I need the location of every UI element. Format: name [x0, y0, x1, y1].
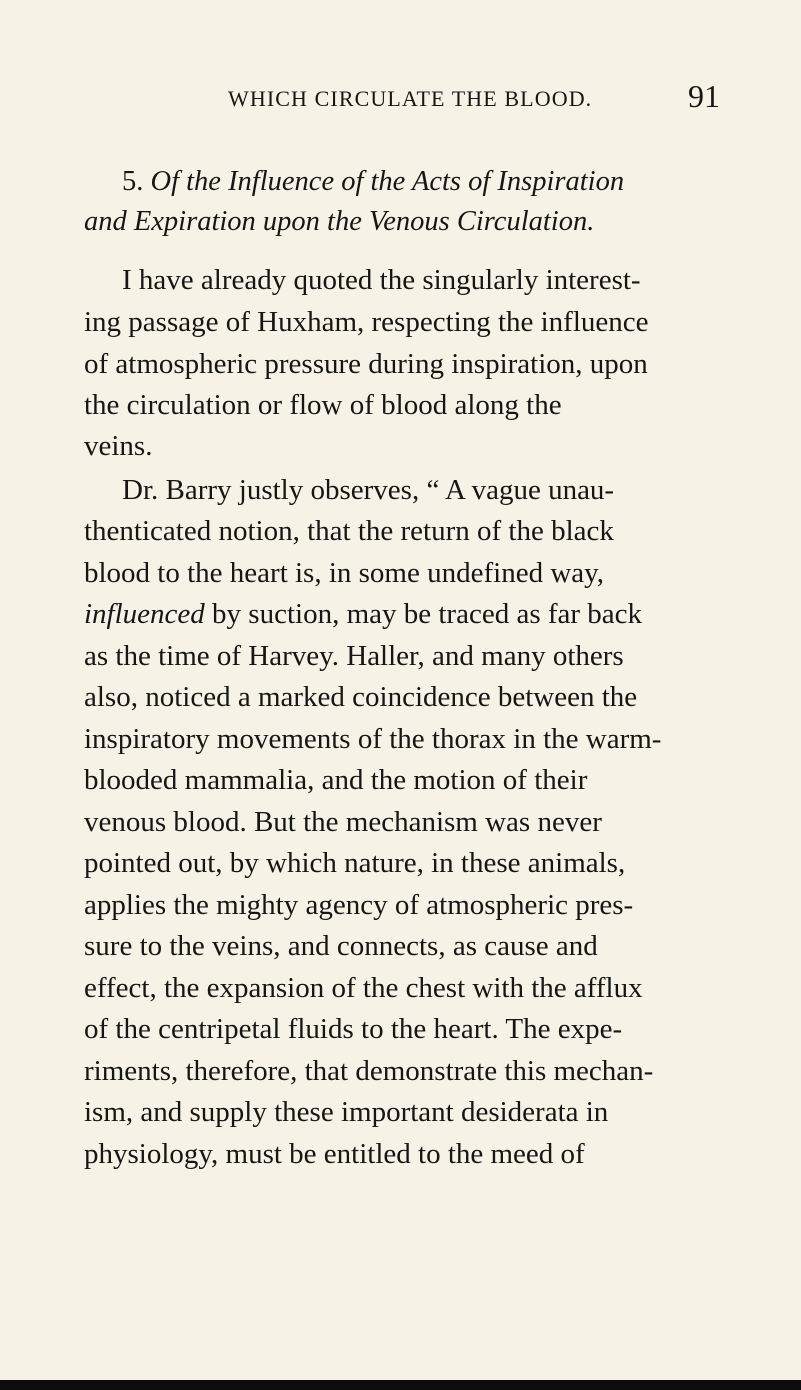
paragraph-2-line: blood to the heart is, in some undefined way, — [84, 557, 605, 589]
section-number: 5. — [122, 166, 144, 197]
paragraph-2-line: as the time of Harvey. Haller, and many others — [84, 640, 624, 672]
paragraph-2-line: effect, the expansion of the chest with the afflux — [84, 972, 643, 1004]
line-text: by suction, may be traced as far back — [204, 598, 643, 630]
running-title: WHICH CIRCULATE THE BLOOD. — [228, 86, 593, 111]
paragraph-2-line: also, noticed a marked coincidence between the — [84, 681, 638, 713]
paragraph-2-line: applies the mighty agency of atmospheric pres- — [84, 889, 634, 921]
paragraph-2-line: blooded mammalia, and the motion of their — [84, 764, 588, 796]
paragraph-2-line: physiology, must be entitled to the meed of — [84, 1138, 585, 1170]
section-title-line-1: Of the Influence of the Acts of Inspiration — [150, 166, 625, 197]
paragraph-1-line: of atmospheric pressure during inspiration, upon — [84, 348, 648, 380]
paragraph-1-line: the circulation or flow of blood along the — [84, 389, 562, 421]
paragraph-2-line: thenticated notion, that the return of the black — [84, 515, 614, 547]
paragraph-2-line: of the centripetal fluids to the heart. The expe- — [84, 1013, 623, 1045]
paragraph-2-line: inspiratory movements of the thorax in the warm- — [84, 723, 662, 755]
page-bottom-edge — [0, 1380, 801, 1390]
paragraph-2-line: sure to the veins, and connects, as cause and — [84, 930, 598, 962]
paragraph-2-line: venous blood. But the mechanism was never — [84, 806, 602, 838]
section-title-line-2: and Expiration upon the Venous Circulation. — [84, 206, 595, 237]
paragraph-1-line: I have already quoted the singularly interest- — [122, 264, 641, 296]
paragraph-2-line: riments, therefore, that demonstrate this mechan- — [84, 1055, 654, 1087]
paragraph-1-line: ing passage of Huxham, respecting the influence — [84, 306, 649, 338]
running-head — [0, 78, 801, 114]
paragraph-2-line: pointed out, by which nature, in these animals, — [84, 847, 626, 879]
paragraph-2-line: ism, and supply these important desiderata in — [84, 1096, 609, 1128]
paragraph-1-line: veins. — [84, 430, 153, 462]
page-number: 91 — [688, 78, 720, 114]
emphasized-word: influenced — [84, 598, 205, 630]
section-heading — [122, 162, 624, 202]
paragraph-2-line — [84, 594, 642, 634]
paragraph-2-line: Dr. Barry justly observes, “ A vague unau- — [122, 474, 615, 506]
